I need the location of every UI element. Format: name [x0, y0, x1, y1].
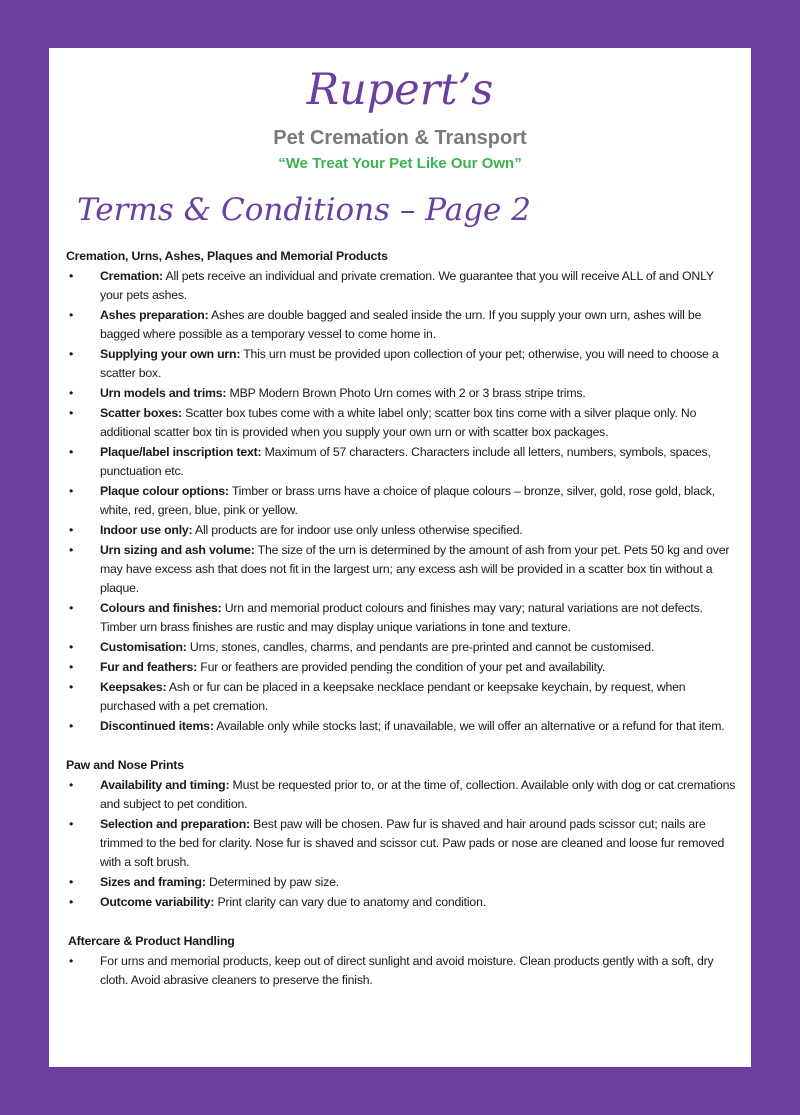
list-item	[66, 384, 736, 403]
item-term: Plaque colour options:	[100, 484, 229, 498]
item-text: All pets receive an individual and private cremation. We guarantee that you will receive ALL of and ONLY your pets ashes.	[100, 269, 714, 302]
item-term: Indoor use only:	[100, 523, 193, 537]
bullet-icon: •	[68, 386, 74, 400]
item-text: Scatter box tubes come with a white label only; scatter box tins come with a silver plaque only. No additional scatter box tin is provided when you supply your own urn or with scatter box packages.	[100, 406, 697, 439]
list-item	[66, 345, 736, 383]
brand-logo-text: Rupert’s	[306, 65, 494, 115]
item-text: For urns and memorial products, keep out of direct sunlight and avoid moisture. Clean products gently with a soft, dry cloth. Avoid abrasive cleaners to preserve the finish.	[100, 954, 714, 987]
list-item	[66, 873, 736, 892]
bullet-icon: •	[68, 660, 74, 674]
bullet-icon: •	[68, 308, 74, 322]
item-text: Ashes are double bagged and sealed inside the urn. If you supply your own urn, ashes will be bagged where possible as a temporary vessel to come home in.	[100, 308, 702, 341]
section-heading: Aftercare & Product Handling	[68, 934, 235, 948]
item-text: MBP Modern Brown Photo Urn comes with 2 or 3 brass stripe trims.	[226, 386, 586, 400]
item-term: Ashes preparation:	[100, 308, 209, 322]
item-term: Plaque/label inscription text:	[100, 445, 262, 459]
item-term: Supplying your own urn:	[100, 347, 241, 361]
item-text: Fur or feathers are provided pending the condition of your pet and availability.	[197, 660, 606, 674]
list-item	[66, 443, 736, 481]
bullet-icon: •	[68, 445, 74, 459]
item-text: This urn must be provided upon collection of your pet; otherwise, you will need to choose a scatter box.	[100, 347, 719, 380]
bullet-icon: •	[68, 640, 74, 654]
item-text: The size of the urn is determined by the amount of ash from your pet. Pets 50 kg and over may have excess ash that does not fit in the largest urn; any excess ash will be provided in a scatter box tin without a plaque.	[100, 543, 730, 595]
item-text: Print clarity can vary due to anatomy and condition.	[214, 895, 486, 909]
bullet-icon: •	[68, 895, 74, 909]
list-item	[66, 678, 736, 716]
section-cremation	[66, 247, 736, 736]
item-term: Selection and preparation:	[100, 817, 250, 831]
bullet-icon: •	[68, 680, 74, 694]
tagline: “We Treat Your Pet Like Our Own”	[278, 155, 522, 172]
item-text: Must be requested prior to, or at the time of, collection. Available only with dog or cat cremations and subject to pet condition.	[100, 778, 736, 811]
list-item	[66, 521, 736, 540]
item-text: Urns, stones, candles, charms, and pendants are pre-printed and cannot be customised.	[186, 640, 655, 654]
list-item	[66, 267, 736, 305]
section-aftercare	[66, 932, 736, 990]
item-text: Determined by paw size.	[205, 875, 339, 889]
terms-list	[66, 952, 736, 990]
list-item	[66, 893, 736, 912]
list-item	[66, 599, 736, 637]
item-text: All products are for indoor use only unless otherwise specified.	[192, 523, 523, 537]
bullet-icon: •	[68, 601, 74, 615]
bullet-icon: •	[68, 543, 74, 557]
company-subtitle: Pet Cremation & Transport	[273, 127, 527, 149]
bullet-icon: •	[68, 778, 74, 792]
list-item	[66, 306, 736, 344]
item-text: Timber or brass urns have a choice of plaque colours – bronze, silver, gold, rose gold, black, white, red, green, blue, pink or yellow.	[100, 484, 715, 517]
list-item	[66, 717, 736, 736]
document-page	[49, 48, 751, 1067]
item-term: Scatter boxes:	[100, 406, 182, 420]
item-text: Available only while stocks last; if unavailable, we will offer an alternative or a refund for that item.	[213, 719, 725, 733]
list-item	[66, 815, 736, 872]
list-item	[66, 541, 736, 598]
item-term: Discontinued items:	[100, 719, 214, 733]
section-paw-nose-prints	[66, 756, 736, 912]
terms-content	[66, 247, 736, 1010]
list-item	[66, 658, 736, 677]
list-item	[66, 404, 736, 442]
page-title: Terms & Conditions – Page 2	[77, 192, 531, 228]
section-heading: Paw and Nose Prints	[66, 758, 184, 772]
list-item	[66, 482, 736, 520]
item-term: Sizes and framing:	[100, 875, 206, 889]
item-term: Customisation:	[100, 640, 187, 654]
bullet-icon: •	[68, 954, 74, 968]
bullet-icon: •	[68, 406, 74, 420]
item-term: Outcome variability:	[100, 895, 215, 909]
section-heading: Cremation, Urns, Ashes, Plaques and Memorial Products	[66, 249, 388, 263]
bullet-icon: •	[68, 817, 74, 831]
bullet-icon: •	[68, 484, 74, 498]
item-term: Colours and finishes:	[100, 601, 222, 615]
terms-list	[66, 776, 736, 912]
item-text: Best paw will be chosen. Paw fur is shaved and hair around pads scissor cut; nails are trimmed to the bed for clarity. Nose fur is shaved and scissor cut. Paw pads or nose are cleaned and loose fur removed with a soft brush.	[100, 817, 725, 869]
item-term: Keepsakes:	[100, 680, 167, 694]
list-item	[66, 776, 736, 814]
item-term: Availability and timing:	[100, 778, 230, 792]
bullet-icon: •	[68, 347, 74, 361]
bullet-icon: •	[68, 523, 74, 537]
bullet-icon: •	[68, 269, 74, 283]
item-term: Fur and feathers:	[100, 660, 198, 674]
bullet-icon: •	[68, 875, 74, 889]
item-text: Maximum of 57 characters. Characters include all letters, numbers, symbols, spaces, punctuation etc.	[100, 445, 711, 478]
item-term: Urn models and trims:	[100, 386, 227, 400]
list-item	[66, 952, 736, 990]
item-text: Urn and memorial product colours and finishes may vary; natural variations are not defects. Timber urn brass finishes are rustic and may display unique variations in tone and texture.	[100, 601, 703, 634]
terms-list	[66, 267, 736, 736]
bullet-icon: •	[68, 719, 74, 733]
list-item	[66, 638, 736, 657]
item-term: Cremation:	[100, 269, 163, 283]
item-term: Urn sizing and ash volume:	[100, 543, 255, 557]
item-text: Ash or fur can be placed in a keepsake necklace pendant or keepsake keychain, by request, when purchased with a pet cremation.	[100, 680, 686, 713]
